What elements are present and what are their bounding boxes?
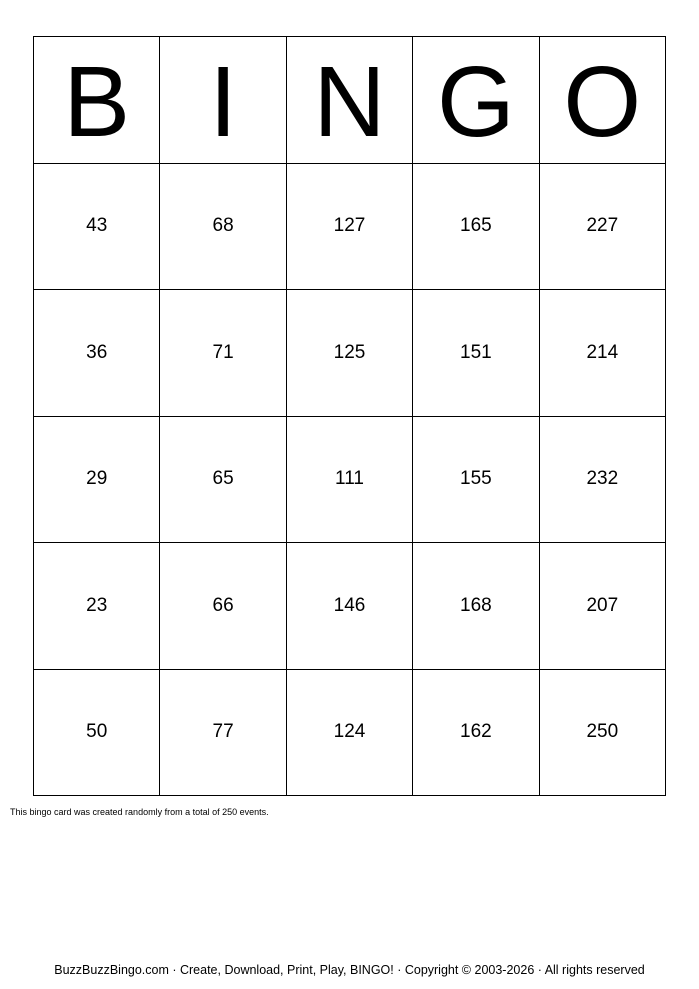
bingo-cell: 155 (413, 417, 539, 544)
bingo-cell: 124 (287, 670, 413, 797)
bingo-cell: 227 (540, 164, 666, 291)
bingo-cell: 29 (34, 417, 160, 544)
header-cell-n: N (287, 37, 413, 164)
bingo-cell: 232 (540, 417, 666, 544)
bingo-cell: 77 (160, 670, 286, 797)
bingo-cell: 162 (413, 670, 539, 797)
bingo-cell: 43 (34, 164, 160, 291)
bingo-cell: 66 (160, 543, 286, 670)
bingo-cell: 250 (540, 670, 666, 797)
bingo-cell: 168 (413, 543, 539, 670)
card-note: This bingo card was created randomly from a total of 250 events. (10, 807, 269, 817)
header-cell-i: I (160, 37, 286, 164)
bingo-cell: 207 (540, 543, 666, 670)
header-cell-o: O (540, 37, 666, 164)
header-cell-g: G (413, 37, 539, 164)
bingo-cell: 50 (34, 670, 160, 797)
bingo-cell: 65 (160, 417, 286, 544)
bingo-cell: 71 (160, 290, 286, 417)
bingo-cell: 36 (34, 290, 160, 417)
bingo-cell: 23 (34, 543, 160, 670)
page-footer: BuzzBuzzBingo.com · Create, Download, Print, Play, BINGO! · Copyright © 2003-2026 · All rights reserved (54, 963, 645, 977)
bingo-card (33, 36, 666, 796)
bingo-cell: 165 (413, 164, 539, 291)
bingo-cell: 151 (413, 290, 539, 417)
bingo-cell: 214 (540, 290, 666, 417)
bingo-cell: 146 (287, 543, 413, 670)
bingo-cell: 127 (287, 164, 413, 291)
bingo-cell: 68 (160, 164, 286, 291)
header-cell-b: B (34, 37, 160, 164)
bingo-cell: 111 (287, 417, 413, 544)
bingo-cell: 125 (287, 290, 413, 417)
